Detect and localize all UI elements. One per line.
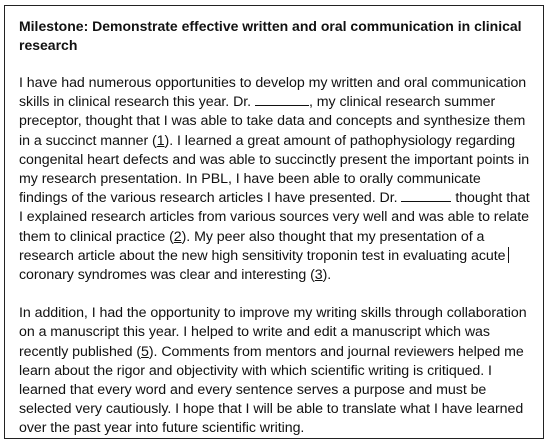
p1-text-6: coronary syndromes was clear and interesting ( (19, 267, 315, 284)
p1-text-1: I have had numerous opportunities to develop my written and oral communication skills in clinical research this year. Dr. (19, 75, 527, 111)
reference-link-2[interactable]: 2 (173, 228, 182, 245)
reference-link-3[interactable]: 3 (314, 267, 323, 284)
p1-text-2: , my clinical research summer preceptor, thought that I was able to take data and concepts and synthesize them in a succinct manner ( (19, 94, 526, 149)
name-blank-2[interactable] (401, 189, 451, 202)
paragraph-2 (19, 304, 531, 438)
p1-text-3: ). I learned a great amount of pathophysiology regarding congenital heart defects and was able to succinctly present the important points in my research presentation. In PBL, I have been able to orally communicate findings of the various research articles I have presented. Dr. (19, 132, 530, 207)
document-box (4, 5, 544, 439)
paragraph-1 (19, 74, 531, 285)
reference-link-1[interactable]: 1 (156, 132, 165, 149)
p1-text-7: ). (322, 267, 332, 284)
p1-text-5: ). My peer also thought that my presentation of a research article about the new high sensitivity troponin test in evaluating acute (19, 228, 506, 264)
p1-text-4: thought that I explained research articles from various sources very well and was able to relate them to clinical practice ( (19, 190, 530, 245)
text-cursor (508, 247, 509, 263)
p2-text-2: ). Comments from mentors and journal reviewers helped me learn about the rigor and objectivity with which scientific writing is critiqued. I learned that every word and every sentence serves a purpose and must be selected very cautiously. I hope that I will be able to translate what I have learned over the past year into future scientific writing. (19, 343, 524, 437)
name-blank-1[interactable] (255, 93, 309, 106)
p2-text-1: In addition, I had the opportunity to improve my writing skills through collaboration on a manuscript this year. I helped to write and edit a manuscript which was recently published ( (19, 305, 527, 360)
milestone-heading: Milestone: Demonstrate effective written and oral communication in clinical research (19, 18, 522, 53)
reference-link-5[interactable]: 5 (141, 343, 149, 360)
